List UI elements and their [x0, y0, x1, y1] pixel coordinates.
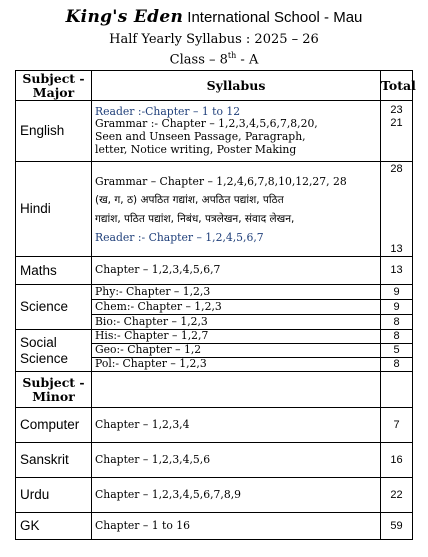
header-subject-major-line1: Subject -: [22, 70, 85, 86]
table-header-row: [16, 71, 413, 101]
school-brand: King's Eden: [65, 7, 184, 27]
header-minor-empty-syllabus: [92, 372, 381, 408]
table-row-hindi: [16, 162, 413, 257]
subject-social-line2: Science: [20, 350, 69, 366]
total-english-reader: 23: [390, 104, 403, 116]
school-name-rest: International School - Mau: [187, 9, 363, 26]
table-row-urdu: [16, 478, 413, 513]
total-english: [381, 101, 413, 162]
subject-urdu: Urdu: [16, 478, 92, 513]
syllabus-sanskrit: Chapter – 1,2,3,4,5,6: [92, 443, 381, 478]
header-subject-major-line2: Major: [32, 84, 75, 100]
subject-gk: GK: [16, 513, 92, 540]
table-row-maths: [16, 257, 413, 285]
total-science-chem: 9: [381, 300, 413, 315]
table-header-minor-row: [16, 372, 413, 408]
subject-english: English: [16, 101, 92, 162]
total-science-bio: 8: [381, 315, 413, 330]
syllabus-hindi: [92, 162, 381, 257]
syllabus-maths: Chapter – 1,2,3,4,5,6,7: [92, 257, 381, 285]
total-social-his: 8: [381, 330, 413, 344]
subject-computer: Computer: [16, 408, 92, 443]
total-hindi: [381, 162, 413, 257]
class-prefix: Class – 8: [169, 52, 228, 68]
syllabus-science-chem: Chem:- Chapter – 1,2,3: [92, 300, 381, 315]
total-maths: 13: [381, 257, 413, 285]
subject-social-science: [16, 330, 92, 372]
subject-social-line1: Social: [20, 334, 57, 350]
header-subject-major: [16, 71, 92, 101]
header-subject-minor-line1: Subject -: [22, 374, 85, 390]
syllabus-table: [15, 70, 416, 540]
syllabus-urdu: Chapter – 1,2,3,4,5,6,7,8,9: [92, 478, 381, 513]
table-row-gk: [16, 513, 413, 540]
header-syllabus: Syllabus: [92, 71, 381, 101]
syllabus-english: [92, 101, 381, 162]
header-total: Total: [381, 71, 413, 101]
total-social-geo: 5: [381, 344, 413, 358]
header-minor-empty-total: [381, 372, 413, 408]
header-subject-minor: [16, 372, 92, 408]
hindi-line-1: Grammar – Chapter – 1,2,4,6,7,8,10,12,27, 28: [95, 174, 347, 188]
total-science-phy: 9: [381, 285, 413, 300]
total-social-pol: 8: [381, 358, 413, 372]
total-english-grammar: 21: [390, 116, 403, 129]
subject-sanskrit: Sanskrit: [16, 443, 92, 478]
total-gk: 59: [381, 513, 413, 540]
subject-maths: Maths: [16, 257, 92, 285]
syllabus-social-pol: Pol:- Chapter – 1,2,3: [92, 358, 381, 372]
header-subject-minor-line2: Minor: [32, 388, 75, 404]
english-line-1: Reader :-Chapter – 1 to 12: [95, 105, 241, 118]
table-row-english: [16, 101, 413, 162]
class-title: [0, 51, 428, 67]
subject-science: Science: [16, 285, 92, 330]
subject-hindi: Hindi: [16, 162, 92, 257]
class-suffix-sup: th: [227, 51, 237, 60]
hindi-line-4: Reader :- Chapter – 1,2,4,5,6,7: [95, 230, 264, 244]
english-line-2: Grammar :- Chapter – 1,2,3,4,5,6,7,8,20,: [95, 118, 318, 131]
syllabus-science-bio: Bio:- Chapter – 1,2,3: [92, 315, 381, 330]
total-computer: 7: [381, 408, 413, 443]
total-urdu: 22: [381, 478, 413, 513]
english-line-4: letter, Notice writing, Poster Making: [95, 143, 297, 156]
syllabus-computer: Chapter – 1,2,3,4: [92, 408, 381, 443]
class-suffix: - A: [236, 52, 259, 68]
syllabus-social-his: His:- Chapter – 1,2,7: [92, 330, 381, 344]
total-hindi-grammar: 28: [390, 162, 403, 175]
syllabus-gk: Chapter – 1 to 16: [92, 513, 381, 540]
hindi-line-3: गद्यांश, पठित पद्यांश, निबंध, पत्रलेखन, संवाद लेखन,: [95, 212, 295, 225]
total-hindi-reader: 13: [390, 242, 403, 255]
syllabus-social-geo: Geo:- Chapter – 1,2: [92, 344, 381, 358]
table-row-sanskrit: [16, 443, 413, 478]
exam-title: Half Yearly Syllabus : 2025 – 26: [109, 32, 319, 47]
table-row-science-phy: [16, 285, 413, 300]
school-name: [0, 7, 428, 27]
english-line-3: Seen and Unseen Passage, Paragraph,: [95, 131, 306, 143]
table-row-social-his: [16, 330, 413, 344]
total-sanskrit: 16: [381, 443, 413, 478]
syllabus-science-phy: Phy:- Chapter – 1,2,3: [92, 285, 381, 300]
hindi-line-2: (ख, ग, ठ) अपठित गद्यांश, अपठित पद्यांश, पठित: [95, 193, 284, 206]
table-row-computer: [16, 408, 413, 443]
